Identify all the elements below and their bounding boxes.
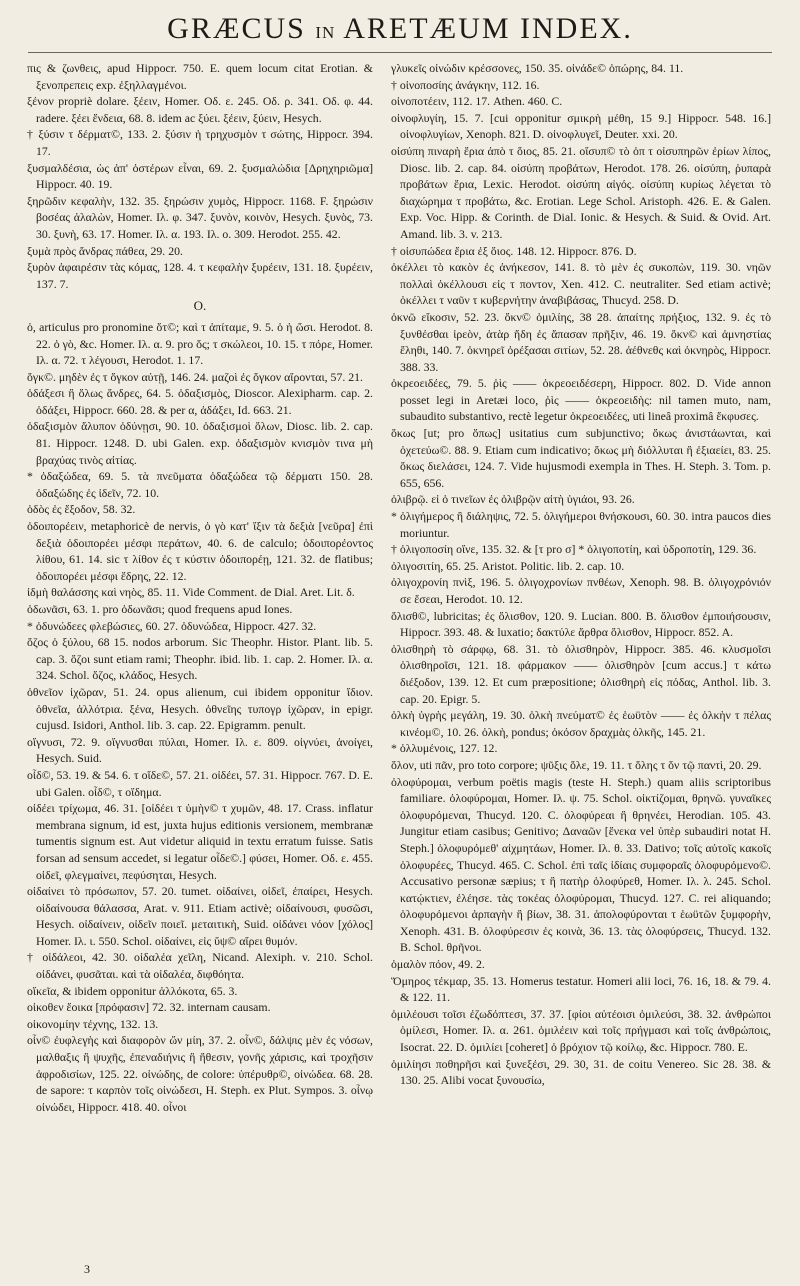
- index-entry: ὁδοιπορέειν, metaphoricè de nervis, ὁ γὸ κατ' ἴξιν τὰ δεξιὰ [νεῦρα] ἐπὶ δεξιὰ ὁδοιπορέει μέσφι περάτων, 40. 6. de calculo; ὁδοιπορέοντος λίθου, 61. 14. sic τ λίθον ἐς τ κύστιν ὁδοιπορέῃ, 121. 32. de flatibus; ὁδοιπορέει μέσφι ἕδρης, 22. 12.: [27, 519, 373, 583]
- index-entry: ὁμαλὸν πόον, 49. 2.: [391, 957, 485, 972]
- index-entry: οἴκεῖα, & ibidem opponitur ἀλλόκοτα, 65. 3.: [27, 983, 238, 998]
- index-entry: † ξύσιν τ δέρματ©, 133. 2. ξύσιν ἡ τρηχυσμὸν τ σώτης, Hippocr. 394. 17.: [27, 127, 373, 158]
- index-entry: ὀλιβρῷ. εἰ ὁ τινεῖων ἐς ὀλιβρῷν αἰτὴ ὑγιάοι, 93. 26.: [391, 492, 635, 507]
- index-entry: ὀλοφύρομαι, verbum poëtis magis (teste H. Steph.) quam aliis scriptoribus familiare. ὀλοφύρομαι, Homer. Ιλ. ψ. 75. Schol. οἰκτίζομαι, θρηνῶ. γυναῖκες ὀλοφυρόμεναι, Thucyd. 120. C. ὀλοφύρεαι ἢ θρηνέει, Herodian. 105. 43. Jungitur etiam casibus; Genitivo; Δαναῶν [ἕνεκα vel ὑπὲρ subaudiri notat H. Steph.] ὀλοφυρόμεθ' αἰχμητάων, Homer. Ιλ. θ. 33. Dativo; τοῖς αὐτοῖς κακοῖς ὀλοφυρέες, Thucyd. 465. C. Schol. ἐπὶ ταῖς ἰδίαις συμφοραῖς ὀλοφυρόμενο©. Accusativo personæ sæpius; τ ἢ πατὴρ ὀλοφύρεθ, Homer. Ιλ. λ. 245. Schol. κατῴκτιεν, ἐλέησε. τὰς τοκέας ὀλοφύρομαι, Thucyd. 127. C. rei aliquando; ὀλοφυρόμενοι ἁρπαγὴν ἢ βίων, 38. 31. ἀπολοφύρονται τ ἑωϋτῶν ξυμφορὴν, Xenoph. 431. B. ὀλοφύρεσιν ἐς κοινὰ, 36. 13. τὰς ὀλοφύρσεις, Thucyd. 132. B. Schol. θρῆνοι.: [391, 774, 771, 955]
- index-entry: ὀκνῶ εἴκοσιν, 52. 23. ὄκν© ὁμιλίης, 38 28. ἀπαίτης πρήξιος, 132. 9. ἐς τὸ ξυνθέσθαι ἱρεὸν, ἀτὰρ ἤδη ἐς ἄπασαν πρῆξιν, 46. 19. ὄκν© καὶ ἀμνηστίας ἔληθι, 140. 7. ὀκνηρεῖ ὀρέξασαι σιτίων, 52. 28. ἀέθνεθς καὶ ὀκνηρὸς, Hippocr. 388. 33.: [391, 309, 771, 374]
- index-entry: ἰδμὴ θαλάσσης καὶ νηὸς, 85. 11. Vide Comment. de Dial. Aret. Lit. δ.: [27, 585, 355, 600]
- index-entry: ὅκως [ut; pro ὅπως] usitatius cum subjunctivo; ὅκως ἀνιστάωνται, καὶ ὀχετεύω©. 88. 9. Etiam cum indicativo; ὅκως μὴ διόλλυται ἢ ἐξιαείει, 83. 25. ὅκως διελάσει, 124. 7. Vide hujusmodi exempla in Thes. H. Steph. 3. Tom. p. 655, 656.: [391, 426, 771, 490]
- signature-mark: 3: [84, 1262, 90, 1276]
- index-entry: ὀλισθηρὴ τὸ σάρφῳ, 68. 31. τὸ ὀλισθηρὸν, Hippocr. 385. 46. κλυσμοῖσι ὀλισθηροῖσι, 121. 18. φάρμακον —— ὀλισθηρὸν [cum accus.] τ κάτω διέξοδον, 139. 12. Et cum præpositione; ὀλισθηρὴ εἰς πόδας, Anthol. lib. 3. cap. 20. Epigr. 5.: [391, 641, 771, 706]
- index-entry: ὁμιλέουσι τοῖσι ἐζωδόπτεσι, 37. 37. [φίοι αὐτέοισι ὁμιλεύσι, 38. 32. ἀνθρώποι ὁμίλεσι, Homer. Ιλ. α. 261. ὁμιλέειν καὶ τοῖς πρήγμασι καὶ τοῖς ἀνθρώποις, Isocrat. 22. D. ὁμιλίει [coheret] ὁ βρόχιον τῷ κοίλῳ, &c. Hippocr. 780. E.: [391, 1006, 771, 1055]
- index-entry: ξυμὰ πρὸς ἄνδρας πάθεα, 29. 20.: [27, 243, 183, 258]
- header-rule: [28, 52, 772, 53]
- index-entry: ὄλισθ©, lubricitas; ἐς ὄλισθον, 120. 9. Lucian. 800. B. ὄλισθον ἐμποιήσουσιν, Hippocr. 393. 48. & luxatio; δακτύλε ἄρθρα ὄλισθον, Hippocr. 852. A.: [391, 608, 771, 640]
- index-entry: γλυκεῖς οἰνώδιν κρέσσονες, 150. 35. οἰνάδε© ὁπώρης, 84. 11.: [391, 61, 684, 75]
- index-entry: ὀθνεῖον ἰχῶραν, 51. 24. opus alienum, cui ibidem opponitur ἴδιον. ὀθνεῖα, ἀλλότρια. ξένα, Hesych. ὀθνεῖης τυπογρ ἰχῶραν, in epigr. cujusd. Isidori, Anthol. lib. 3. cap. 22. Epigramm. penult.: [27, 684, 373, 733]
- header-title-connector: IN: [315, 23, 336, 42]
- index-entry: ὄζος ὁ ξύλου, 68 15. nodos arborum. Sic Theophr. Histor. Plant. lib. 5. cap. 3. ὄζοι sunt etiam rami; Theophr. ibid. lib. 1. cap. 2. Homer. Ιλ. α. 324. Schol. ὄζος, κλάδος, Hesych.: [27, 635, 373, 683]
- left-column: [27, 60, 373, 1115]
- index-entry: † οἰνοποσίης ἀνάγκην, 112. 16.: [391, 77, 540, 92]
- index-entry: ὀλκὴ ὑγρὴς μεγάλη, 19. 30. ὀλκὴ πνεύματ© ἐς ἑωϋτὸν —— ἐς ὀλκὴν τ πέλας κινέομ©, 10. 26. ὀλκὴ, pondus; ὀκόσον δραχμὰς ὀλκῆς, 145. 21.: [391, 708, 771, 739]
- index-entry: οἰδέει τρίχωμα, 46. 31. [οἰδέει τ ὑμὴν© τ χυμῶν, 48. 17. Crass. inflatur membrana signum, id est, juxta hujus editionis versionem, membranæ tumentis signum est. Aut videtur aliquid in textu erratum fuisse. Satis forsan ad sensum accedet, si legatur οἶδε©.] φύσει, Homer. Οδ. ε. 455. οἰδεῖ, φλεγμαίνει, πεφύσηται, Hesych.: [27, 801, 373, 882]
- index-entry: * ὀλιγήμερος ἢ διάληψις, 72. 5. ὀλιγήμεροι θνήσκουσι, 60. 30. intra paucos dies moriuntur.: [391, 509, 771, 540]
- index-entry: ὀδάξεσι ἢ ὅλως ἄνδρες, 64. 5. ὀδαξισμὸς, Dioscor. Alexipharm. cap. 2. ὀδάξει, Hippocr. 660. 28. & per α, ἀδάξει, Id. 663. 21.: [27, 386, 373, 417]
- index-entry: ὀλιγοσιτίη, 65. 25. Aristot. Politic. lib. 2. cap. 10.: [391, 558, 625, 573]
- right-column: [391, 60, 771, 1089]
- index-entry: οἴγνυσι, 72. 9. οἴγνυσθαι πύλαι, Homer. Ιλ. ε. 809. οἰγνύει, ἀνοίγει, Hesych. Suid.: [27, 734, 373, 766]
- index-entry: οἶδ©, 53. 19. & 54. 6. τ οἴδε©, 57. 21. οἰδέει, 57. 31. Hippocr. 767. D. E. ubi Galen. οἶδ©, τ οἴδημα.: [27, 767, 373, 799]
- index-entry: † οἰσυπώδεα ἔρια ἐξ ὄιος. 148. 12. Hippocr. 876. D.: [391, 243, 637, 258]
- index-entry: * ὀλλυμένοις, 127. 12.: [391, 741, 498, 756]
- index-entry: ὁδὸς ἐς ἔξοδον, 58. 32.: [27, 502, 136, 517]
- left-entries-o: [27, 319, 373, 1116]
- index-entry: οἰδαίνει τὸ πρόσωπον, 57. 20. tumet. οἰδαίνει, οἰδεῖ, ἐπαίρει, Hesych. οἰδαίνουσα θάλασσα, Arat. v. 911. Etiam activè; οἰδαίνουσι, φυσῶσι, Hesych. οἰδαίνειν, οἰδεῖν ποιεῖ. μεταιτικὴ, Suid. οἰδάνει νόον [χόλος] Homer. Ιλ. ι. 550. Schol. οἰδαίνει, εἰς ὕψ© αἴρει θυμόν.: [27, 884, 373, 948]
- index-entry: † οἰδάλεοι, 42. 30. οἰδαλέα χεῖλη, Nicand. Alexiph. v. 210. Schol. οἰδάνει, φυσᾶται. καὶ τὰ οἰδαλέα, διφθόητα.: [27, 950, 373, 982]
- page-header: [0, 12, 800, 46]
- header-title-part1: GRÆCUS: [167, 12, 306, 45]
- index-entry: * ὀδυνώδεες φλεβώσιες, 60. 27. ὀδυνώδεα, Hippocr. 427. 32.: [27, 618, 317, 633]
- header-title-part2: ARETÆUM INDEX.: [343, 12, 633, 45]
- index-entry: ὄγκ©. μηδὲν ἐς τ ὄγκον αὐτῇ, 146. 24. μαζοὶ ἐς ὄγκον αἴρονται, 57. 21.: [27, 369, 364, 384]
- index-entry: ὀκρεοειδέες, 79. 5. ῥὶς —— ὀκρεοειδέσερη, Hippocr. 802. D. Vide annon posset legi in Aretæi loco, ῥὶς —— ὀκρεοειδὴς: nil tamen muto, nam, subaudito substantivo, rectè legetur ὀκρεοειδέες, uti lineâ proximâ ἔκφυσες.: [391, 376, 771, 424]
- index-entry: οἰσύπη πιναρὴ ἔρια ἀπὸ τ ὄιος, 85. 21. οἴσυπ© τὸ ὁπ τ οἰσυπηρῶν ἐρίων λίπος, Diosc. lib. 2. cap. 84. οἰσύπη προβάτων, Herodot. 178. 26. οἰσύπη, ῥυπαρὰ προβάτων ἔρια, Lexic. Herodot. οἰσύπη αἰγός. οἰσύπη κυρίως λέγεται τὸ διαχώρημα τ προβάτω, &c. Erotian. Lege Schol. Aristoph. 426. E. & Galen. Exp. Voc. Hipp. & Corinth. de Dial. Ionic. & Hesych. & Suid. & Ovid. Art. Amand. lib. 3. v. 213.: [391, 143, 771, 241]
- index-entry: οἰνοποτέειν, 112. 17. Athen. 460. C.: [391, 94, 563, 109]
- right-entries: [391, 60, 771, 1089]
- index-entry: Ὅμηρος τέκμαρ, 35. 13. Homerus testatur. Homeri alii loci, 76. 16, 18. & 79. 4. & 122. 11.: [391, 973, 771, 1005]
- index-entry: ὀδαξισμὸν ἄλυπον ὀδύνῃσι, 90. 10. ὀδαξισμοὶ ὅλων, Diosc. lib. 2. cap. 81. Hippocr. 1248. D. ubi Galen. exp. ὀδαξισμὸν κνισμὸν τινα μὴ βραχύας τινὸς αἰτίας.: [27, 419, 373, 467]
- index-entry: * ὀδαξώδεα, 69. 5. τὰ πνεῦματα ὀδαξώδεα τῷ δέρματι 150. 28. ὀδαξώδης ἐς ἰδεῖν, 72. 10.: [27, 469, 373, 500]
- index-entry: ὁ, articulus pro pronomine ὅτ©; καὶ τ ἀπίταμε, 9. 5. ὁ ἡ ὤσι. Herodot. 8. 22. ὁ γὸ, &c. Homer. Ιλ. α. 9. pro ὅς; τ σκώλεοι, 10. 15. τ πόρε, Homer. Ιλ. α. 72. τ λέγουσι, Herodot. 1. 17.: [27, 319, 373, 368]
- index-entry: οἰκονομίην τέχνης, 132. 13.: [27, 1016, 159, 1031]
- index-entry: ξηρῶδιν κεφαλὴν, 132. 35. ξηρώσιν χυμὸς, Hippocr. 1168. F. ξηρώσιν βοσέας ἀλαλὼν, Homer. Ιλ. φ. 347. ξυνὸν, κοινὸν, Hesych. ξυνὸς, 73. 30. ξυνὴ, 63. 17. Homer. Ιλ. α. 193. Ιλ. ο. 309. Herodot. 255. 42.: [27, 193, 373, 241]
- index-entry: ὅλον, uti πᾶν, pro toto corpore; ψῦξις ὅλε, 19. 11. τ ὅλης τ ὅν τῷ παντὶ, 20. 29.: [391, 757, 762, 772]
- index-entry: οἰκοθεν ἔοικα [πρόφασιν] 72. 32. internam causam.: [27, 1000, 271, 1015]
- index-entry: οἰνοφλυγίη, 15. 7. [cui opponitur σμικρὴ μέθη, 15 9.] Hippocr. 548. 16.] οἰνοφλυγίων, Xenoph. 821. D. οἰνοφλυγεῖ, Deuter. xxi. 20.: [391, 110, 771, 142]
- index-entry: ξυρὸν ἀφαιρέσιν τὰς κόμας, 128. 4. τ κεφαλὴν ξυρέειν, 131. 18. ξυρέειν, 137. 7.: [27, 260, 373, 291]
- index-entry: ὀκέλλει τὸ κακὸν ἐς ἀνήκεσον, 141. 8. τὸ μὲν ἐς συκοπὼν, 119. 30. νηῶν πολλαὶ ὀκέλλουσι εἰς τ ποντον, Xen. 412. C. neutraliter. Sed etiam activè; ὀκέλλει τ ναῦν τ κυβερνήτην ἀναβιβάσας, Thucyd. 258. D.: [391, 260, 771, 308]
- index-entry: ξένον propriè dolare. ξέειν, Homer. Οδ. ε. 245. Οδ. ρ. 341. Οδ. φ. 44. radere. ξέει ἔνδεια, 68. 8. idem ac ξύει. ξέειν, ξύειν, Hesych.: [27, 94, 373, 125]
- index-entry: ὁμιλίησι ποθηρῆσι καὶ ξυνεξέσι, 29. 30, 31. de coitu Venereo. Sic 28. 38. & 130. 25. Alibi vocat ξυνουσίω,: [391, 1056, 771, 1088]
- index-entry: οἶν© ἐυφλεγὴς καὶ διαφορὸν ὤν μίη, 37. 2. οἶν©, δάλψις μὲν ἐς νόσων, μαλθαξις ἢ ψυχῆς, ἐπεναδιήνις ἢ ἤθεσιν, γονῆς χάρισις, καὶ τροχῆσιν ἀφροδισίων, 125. 22. οἰνώδης, de colore: ὑπέρυθρ©, οἰνώδεα. 68. 28. de sapore: τ καρπὸν τοῖς οἰνώδεσι, H. Steph. ex Plut. Sympos. 3. οἶνῳ οἰνώδει, Hippocr. 418. 40. οἶνοι: [27, 1033, 373, 1114]
- index-entry: ὀλιγοχρονίη πνὶξ, 196. 5. ὀλιγοχρονίων πνθέων, Xenoph. 98. B. ὀλιγοχρόνιόν σε ἔσεαι, Herodot. 10. 12.: [391, 575, 771, 606]
- section-letter-o: O.: [193, 298, 207, 314]
- left-entries-top: [27, 60, 373, 292]
- index-entry: πις & ζωνθεις, apud Hippocr. 750. E. quem locum citat Erotian. & ξενοπρεπεις exp. ἐξηλλαγμένοι.: [27, 61, 373, 92]
- index-entry: ξυσμαλδέσια, ὡς ἀπ' ὀστέρων εἶναι, 69. 2. ξυσμαλώδια [Δρηχηριῶμα] Hippocr. 40. 19.: [27, 160, 373, 192]
- index-entry: † ὀλιγοποσίη οἴνε, 135. 32. & [τ pro σ] * ὀλιγοποτίη, καὶ ὑδροποτίη, 129. 36.: [391, 542, 757, 557]
- index-entry: ὀδωνᾶσι, 63. 1. pro ὀδωνᾶσι; quod frequens apud Iones.: [27, 602, 293, 616]
